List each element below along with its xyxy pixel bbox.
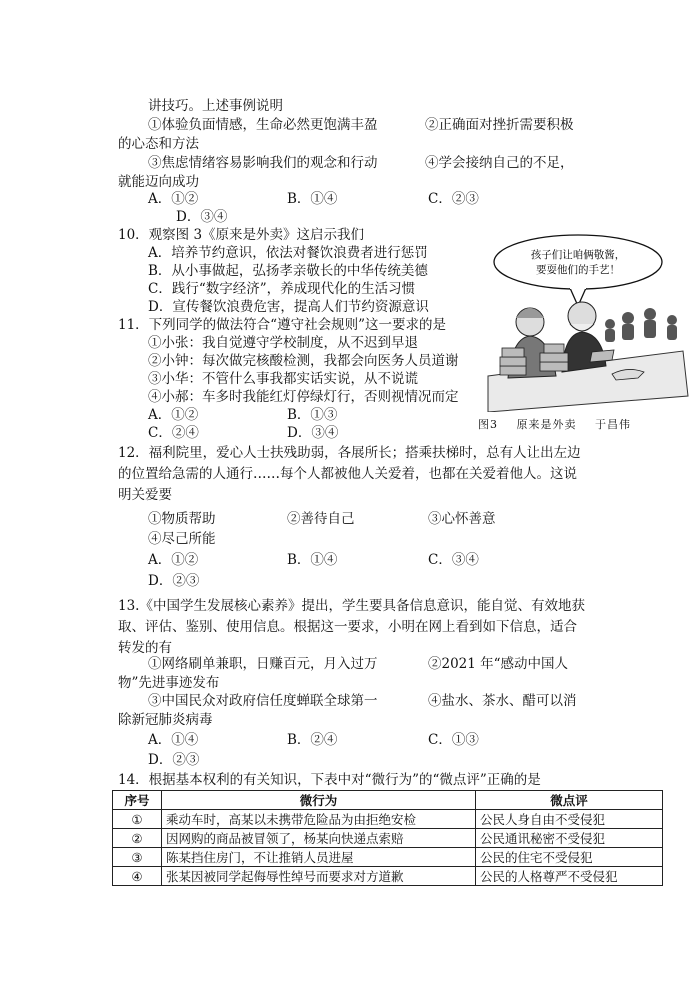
- q13-option-1: ①网络刷单兼职，日赚百元，月入过万: [148, 656, 378, 672]
- q10-stem: 10．观察图 3《原来是外卖》这启示我们: [118, 227, 365, 243]
- figure-caption: [478, 416, 690, 432]
- q12-choice-d: D．②③: [148, 573, 200, 589]
- row-comment: 公民通讯秘密不受侵犯: [476, 829, 663, 848]
- q13-stem: 13.《中国学生发展核心素养》提出，学生要具备信息意识，能自觉、有效地获取、评估、鉴别、使用信息。根据这一要求，小明在网上看到如下信息，适合转发的有: [118, 598, 585, 656]
- row-number: ②: [113, 829, 162, 848]
- q12-stem: 12．福利院里，爱心人士扶残助弱，各展所长；搭乘扶梯时，总有人让出左边的位置给急需的人通行……每个人都被他人关爱着，也都在关爱着他人。这说明关爱要: [118, 445, 581, 503]
- q13-option-2: ②2021 年“感动中国人: [428, 656, 569, 672]
- table-header-row: [113, 791, 663, 810]
- q9-option-4-wrap: 就能迈向成功: [118, 174, 199, 190]
- q9-option-1: ①体验负面情感，生命必然更饱满丰盈: [148, 117, 378, 133]
- q9-choice-a: A．①②: [148, 191, 199, 207]
- q13-option-2-wrap: 物”先进事迹发布: [118, 675, 220, 691]
- row-behavior: 乘动车时，高某以未携带危险品为由拒绝安检: [162, 810, 476, 829]
- q12-choice-c: C．③④: [428, 552, 479, 568]
- cartoon-illustration: [478, 226, 690, 412]
- q12-choice-a: A．①②: [148, 552, 199, 568]
- q12-option-4: ④尽己所能: [148, 531, 216, 547]
- header-behavior: 微行为: [162, 791, 476, 810]
- row-number: ①: [113, 810, 162, 829]
- q11-option-1: ①小张：我自觉遵守学校制度，从不迟到早退: [148, 335, 418, 351]
- q13-choice-a: A．①④: [148, 732, 199, 748]
- speech-bubble: [494, 235, 662, 289]
- row-behavior: 张某因被同学起侮辱性绰号而要求对方道歉: [162, 867, 476, 886]
- figure-number: 图3: [478, 418, 498, 431]
- q13-option-4-wrap: 除新冠肺炎病毒: [118, 712, 213, 728]
- q14-table: [112, 790, 663, 886]
- q12-option-3: ③心怀善意: [428, 511, 496, 527]
- q9-option-2: ②正确面对挫折需要积极: [425, 117, 574, 133]
- bubble-line-2: 要耍他们的手艺！: [536, 264, 620, 276]
- q11-option-3: ③小华：不管什么事我都实话实说，从不说谎: [148, 371, 418, 387]
- row-behavior: 因网购的商品被冒领了，杨某向快递点索赔: [162, 829, 476, 848]
- q13-option-4: ④盐水、茶水、醋可以消: [428, 693, 577, 709]
- figure-3-cartoon: [478, 226, 690, 434]
- q12-option-2: ②善待自己: [287, 511, 355, 527]
- q9-stem-continuation: 讲技巧。上述事例说明: [148, 98, 283, 114]
- q10-choice-d: D．宣传餐饮浪费危害，提高人们节约资源意识: [148, 299, 429, 315]
- row-comment: 公民的人格尊严不受侵犯: [476, 867, 663, 886]
- q11-choice-c: C．②④: [148, 425, 199, 441]
- table-row: [113, 829, 663, 848]
- q11-choice-a: A．①②: [148, 407, 199, 423]
- table-row: [113, 867, 663, 886]
- q12-option-1: ①物质帮助: [148, 511, 216, 527]
- q13-choice-b: B．②④: [287, 732, 338, 748]
- row-comment: 公民人身自由不受侵犯: [476, 810, 663, 829]
- header-comment: 微点评: [476, 791, 663, 810]
- row-comment: 公民的住宅不受侵犯: [476, 848, 663, 867]
- row-number: ③: [113, 848, 162, 867]
- q10-choice-b: B．从小事做起，弘扬孝亲敬长的中华传统美德: [148, 263, 428, 279]
- q9-option-3: ③焦虑情绪容易影响我们的观念和行动: [148, 155, 378, 171]
- q9-choice-d: D．③④: [176, 209, 228, 225]
- q11-choice-b: B．①③: [287, 407, 338, 423]
- q11-stem: 11．下列同学的做法符合“遵守社会规则”这一要求的是: [118, 317, 446, 333]
- bubble-line-1: 孩子们让咱俩敬酱，: [530, 249, 626, 261]
- q11-choice-d: D．③④: [287, 425, 339, 441]
- q9-choice-b: B．①④: [287, 191, 338, 207]
- q10-choice-c: C．践行“数字经济”，养成现代化的生活习惯: [148, 281, 416, 297]
- q9-option-4: ④学会接纳自己的不足，: [425, 155, 574, 171]
- q11-option-4: ④小郝：车多时我能红灯停绿灯行，否则视情况而定: [148, 389, 459, 405]
- header-number: 序号: [113, 791, 162, 810]
- q12-choice-b: B．①④: [287, 552, 338, 568]
- q14-stem: 14．根据基本权利的有关知识，下表中对“微行为”的“微点评”正确的是: [118, 772, 541, 788]
- q9-option-2-wrap: 的心态和方法: [118, 136, 199, 152]
- table-row: [113, 848, 663, 867]
- figure-author: 于昌伟: [595, 418, 631, 431]
- q13-choice-d: D．②③: [148, 752, 200, 768]
- q11-option-2: ②小钟：每次做完核酸检测，我都会向医务人员道谢: [148, 353, 459, 369]
- q13-choice-c: C．①③: [428, 732, 479, 748]
- row-number: ④: [113, 867, 162, 886]
- q10-choice-a: A．培养节约意识，依法对餐饮浪费者进行惩罚: [148, 245, 428, 261]
- q9-choice-c: C．②③: [428, 191, 479, 207]
- table-row: [113, 810, 663, 829]
- q13-option-3: ③中国民众对政府信任度蝉联全球第一: [148, 693, 378, 709]
- figure-title: 原来是外卖: [516, 418, 577, 431]
- row-behavior: 陈某挡住房门，不让推销人员进屋: [162, 848, 476, 867]
